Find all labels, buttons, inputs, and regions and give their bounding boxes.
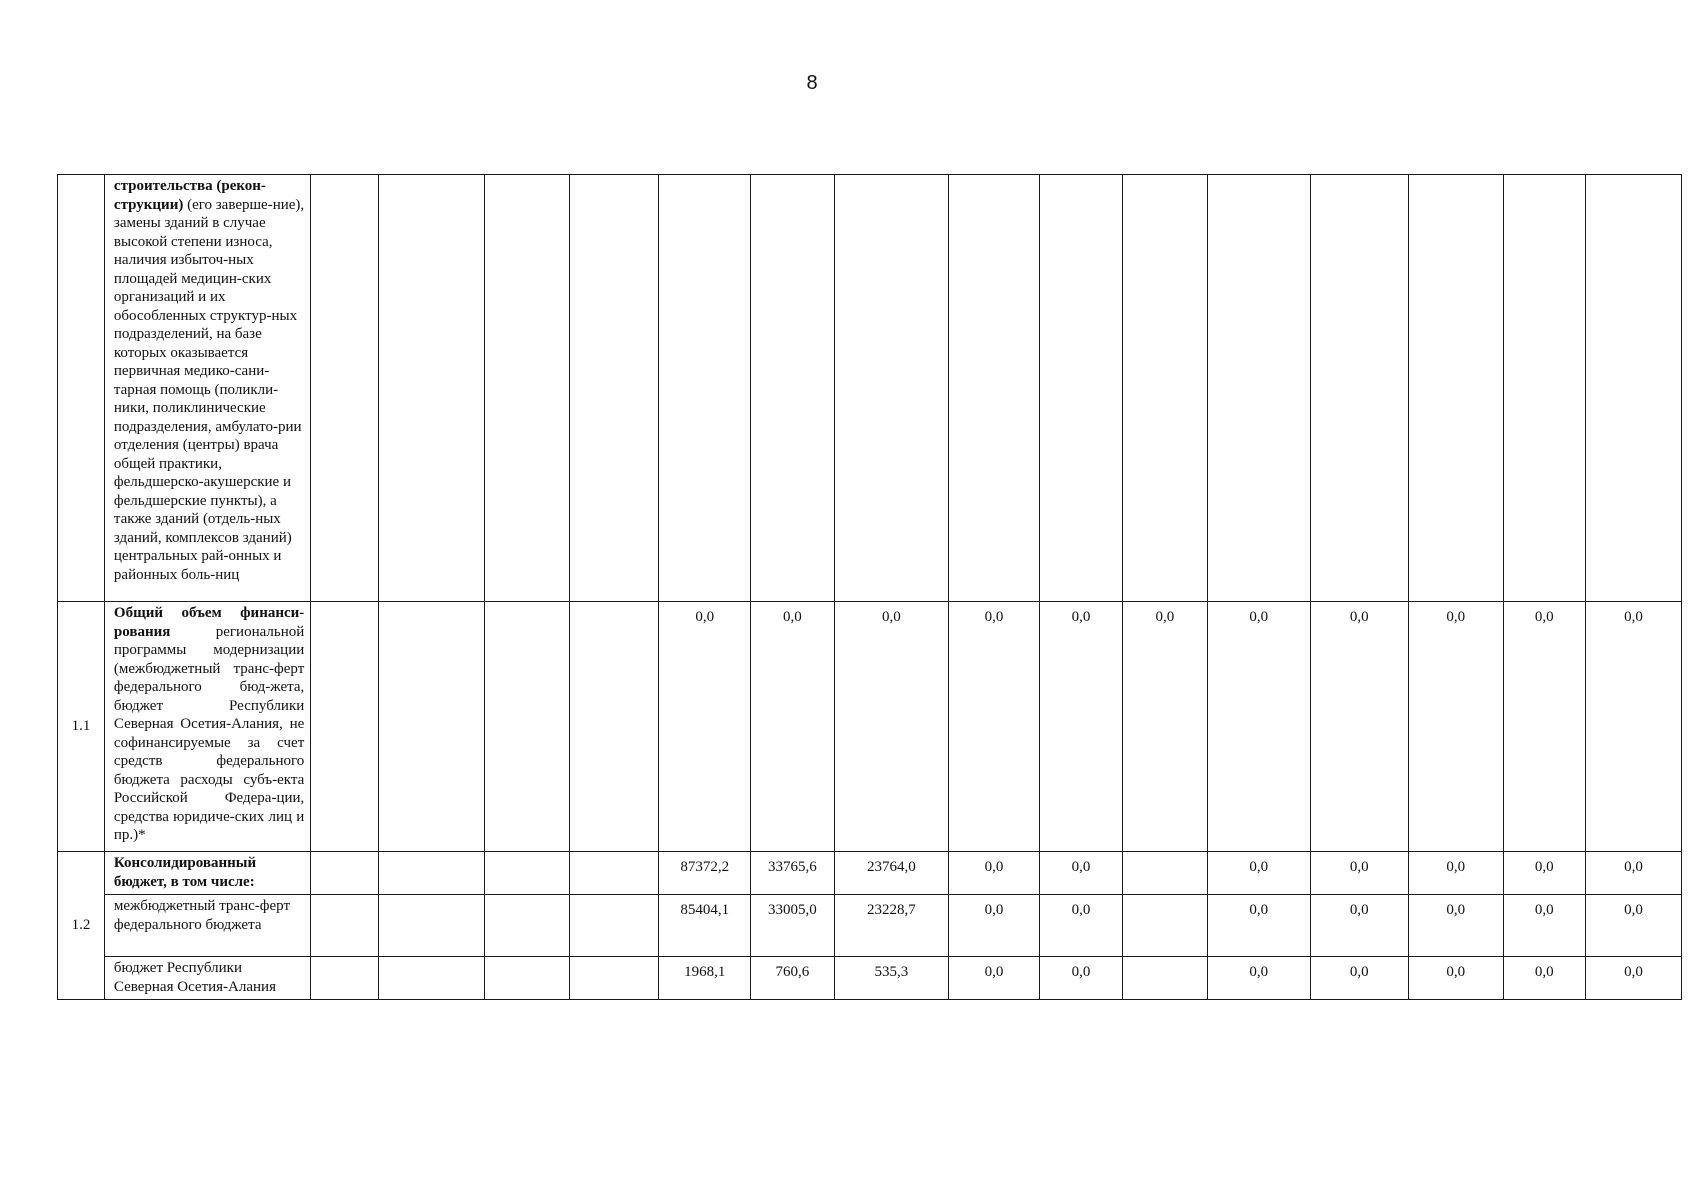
value-cell: 0,0: [659, 602, 751, 852]
value-cell: 0,0: [1310, 602, 1408, 852]
value-cell: 33005,0: [751, 895, 834, 957]
empty-cell: [834, 175, 949, 602]
value-cell: [1123, 895, 1207, 957]
value-cell: 0,0: [949, 895, 1040, 957]
value-cell: 0,0: [751, 602, 834, 852]
empty-cell: [751, 175, 834, 602]
empty-cell: [311, 602, 379, 852]
value-cell: 0,0: [1503, 602, 1585, 852]
empty-cell: [485, 852, 569, 895]
value-cell: 0,0: [1123, 602, 1207, 852]
table-row: [58, 175, 1682, 602]
value-cell: 0,0: [1585, 957, 1681, 1000]
empty-cell: [379, 895, 485, 957]
value-cell: 0,0: [1503, 895, 1585, 957]
row-description-cell: [104, 175, 310, 602]
empty-cell: [949, 175, 1040, 602]
value-cell: 0,0: [1310, 895, 1408, 957]
empty-cell: [569, 852, 659, 895]
empty-cell: [485, 957, 569, 1000]
value-cell: [1123, 957, 1207, 1000]
row-description-text: региональной программы модернизации (межбюджетный транс-ферт федерального бюд-жета, бюджет Республики Северная Осетия-Алания, не софинансируемые за счет средств федерального бюджета расходы субъ-екта Российской Федера-ции, средства юридиче-ских лиц и пр.)*: [113, 623, 305, 843]
empty-cell: [1585, 175, 1681, 602]
row-description-cell: межбюджетный транс-ферт федерального бюджета: [104, 895, 310, 957]
value-cell: 0,0: [1207, 602, 1310, 852]
value-cell: 0,0: [1039, 895, 1122, 957]
value-cell: 0,0: [1408, 602, 1503, 852]
empty-cell: [659, 175, 751, 602]
table-row: [58, 895, 1682, 957]
empty-cell: [485, 895, 569, 957]
row-number-cell: 1.1: [58, 602, 105, 852]
empty-cell: [311, 895, 379, 957]
empty-cell: [485, 602, 569, 852]
value-cell: 0,0: [834, 602, 949, 852]
value-cell: 0,0: [1310, 957, 1408, 1000]
value-cell: 87372,2: [659, 852, 751, 895]
empty-cell: [1039, 175, 1122, 602]
value-cell: 1968,1: [659, 957, 751, 1000]
value-cell: 0,0: [1039, 602, 1122, 852]
row-description-cell: бюджет Республики Северная Осетия-Алания: [104, 957, 310, 1000]
value-cell: 0,0: [1310, 852, 1408, 895]
empty-cell: [569, 895, 659, 957]
value-cell: 0,0: [1408, 957, 1503, 1000]
empty-cell: [1503, 175, 1585, 602]
value-cell: 0,0: [1207, 957, 1310, 1000]
empty-cell: [311, 957, 379, 1000]
empty-cell: [1408, 175, 1503, 602]
value-cell: 0,0: [1585, 602, 1681, 852]
table-row: [58, 957, 1682, 1000]
value-cell: 0,0: [1039, 957, 1122, 1000]
value-cell: 0,0: [949, 602, 1040, 852]
empty-cell: [569, 602, 659, 852]
value-cell: 0,0: [1039, 852, 1122, 895]
empty-cell: [1207, 175, 1310, 602]
value-cell: 23764,0: [834, 852, 949, 895]
value-cell: [1123, 852, 1207, 895]
row-number-cell: 1.2: [58, 852, 105, 1000]
empty-cell: [569, 175, 659, 602]
value-cell: 33765,6: [751, 852, 834, 895]
value-cell: 535,3: [834, 957, 949, 1000]
value-cell: 0,0: [1207, 895, 1310, 957]
table-row: [58, 852, 1682, 895]
value-cell: 760,6: [751, 957, 834, 1000]
page-number: 8: [806, 72, 818, 94]
row-description-cell: [104, 602, 310, 852]
row-title-bold: Общий объем финанси-рования: [113, 605, 305, 640]
empty-cell: [379, 175, 485, 602]
value-cell: 0,0: [1207, 852, 1310, 895]
empty-cell: [1123, 175, 1207, 602]
table-row: [58, 602, 1682, 852]
empty-cell: [379, 852, 485, 895]
empty-cell: [569, 957, 659, 1000]
value-cell: 23228,7: [834, 895, 949, 957]
value-cell: 0,0: [1503, 957, 1585, 1000]
value-cell: 0,0: [949, 957, 1040, 1000]
empty-cell: [1310, 175, 1408, 602]
value-cell: 0,0: [1503, 852, 1585, 895]
empty-cell: [311, 175, 379, 602]
row-number-cell: [58, 175, 105, 602]
value-cell: 0,0: [1585, 895, 1681, 957]
value-cell: 0,0: [1585, 852, 1681, 895]
row-description-text: (его заверше-ние), замены зданий в случае высокой степени износа, наличия избыточ-ных площадей медицин-ских организаций и их обособленных структур-ных подразделений, на базе которых оказывается первичная медико-сани-тарная помощь (поликли-ники, поликлинические подразделения, амбулато-рии отделения (центры) врача общей практики, фельдшерско-акушерские и фельдшерские пункты), а также зданий (отдель-ных зданий, комплексов зданий) центральных рай-онных и районных боль-ниц: [113, 196, 305, 583]
value-cell: 0,0: [949, 852, 1040, 895]
value-cell: 0,0: [1408, 852, 1503, 895]
value-cell: 85404,1: [659, 895, 751, 957]
value-cell: 0,0: [1408, 895, 1503, 957]
empty-cell: [485, 175, 569, 602]
row-description-cell: Консолидированный бюджет, в том числе:: [104, 852, 310, 895]
empty-cell: [311, 852, 379, 895]
row-title-bold: строительства (рекон-струкции): [113, 178, 266, 213]
empty-cell: [379, 957, 485, 1000]
budget-table: [57, 174, 1682, 1000]
empty-cell: [379, 602, 485, 852]
